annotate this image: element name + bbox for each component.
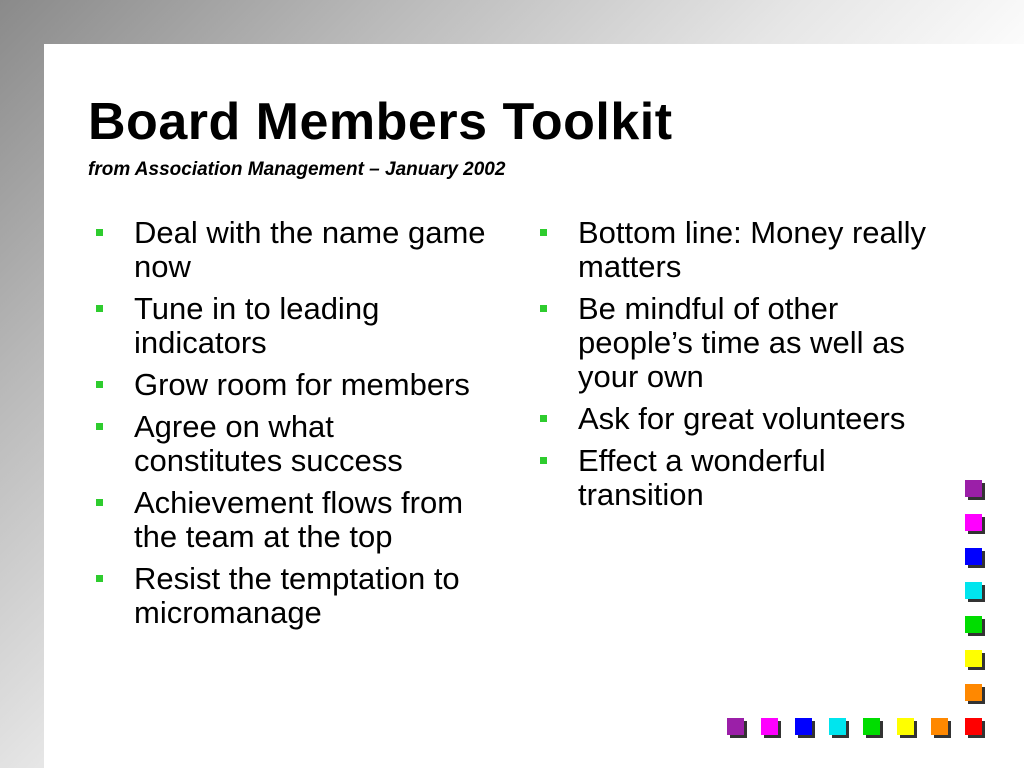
decor-square-horizontal	[727, 718, 744, 735]
decor-square-vertical	[965, 480, 982, 497]
list-item	[540, 292, 940, 394]
decor-square-vertical	[965, 514, 982, 531]
bullet-text: Be mindful of other people’s time as well as your own	[578, 291, 905, 394]
decor-square-vertical	[965, 548, 982, 565]
list-item	[540, 402, 940, 436]
square-bullet-icon	[96, 575, 103, 582]
decor-square-vertical	[965, 650, 982, 667]
slide-subtitle: from Association Management – January 2002	[88, 159, 506, 180]
decor-square-horizontal	[795, 718, 812, 735]
decor-square-horizontal	[829, 718, 846, 735]
square-bullet-icon	[540, 229, 547, 236]
list-item	[96, 216, 486, 284]
bullet-text: Agree on what constitutes success	[134, 409, 403, 478]
decor-square-vertical	[965, 718, 982, 735]
decor-square-horizontal	[863, 718, 880, 735]
list-item	[96, 368, 486, 402]
square-bullet-icon	[96, 423, 103, 430]
bullet-text: Achievement flows from the team at the top	[134, 485, 464, 554]
list-item	[540, 216, 940, 284]
decor-square-vertical	[965, 582, 982, 599]
bullet-text: Grow room for members	[134, 367, 470, 402]
bullet-text: Tune in to leading indicators	[134, 291, 380, 360]
list-item	[96, 292, 486, 360]
list-item	[96, 410, 486, 478]
list-item	[540, 444, 940, 512]
decor-square-vertical	[965, 616, 982, 633]
square-bullet-icon	[540, 415, 547, 422]
decor-square-horizontal	[931, 718, 948, 735]
square-bullet-icon	[96, 499, 103, 506]
square-bullet-icon	[96, 305, 103, 312]
slide-title: Board Members Toolkit	[88, 93, 673, 151]
square-bullet-icon	[540, 457, 547, 464]
square-bullet-icon	[96, 229, 103, 236]
decor-square-vertical	[965, 684, 982, 701]
right-bullet-list	[540, 216, 940, 520]
bullet-text: Ask for great volunteers	[578, 401, 906, 436]
decor-square-horizontal	[897, 718, 914, 735]
square-bullet-icon	[96, 381, 103, 388]
bullet-text: Bottom line: Money really matters	[578, 215, 927, 284]
list-item	[96, 486, 486, 554]
decor-square-horizontal	[761, 718, 778, 735]
list-item	[96, 562, 486, 630]
bullet-text: Deal with the name game now	[134, 215, 486, 284]
bullet-text: Resist the temptation to micromanage	[134, 561, 460, 630]
square-bullet-icon	[540, 305, 547, 312]
left-bullet-list	[96, 216, 486, 638]
bullet-text: Effect a wonderful transition	[578, 443, 826, 512]
